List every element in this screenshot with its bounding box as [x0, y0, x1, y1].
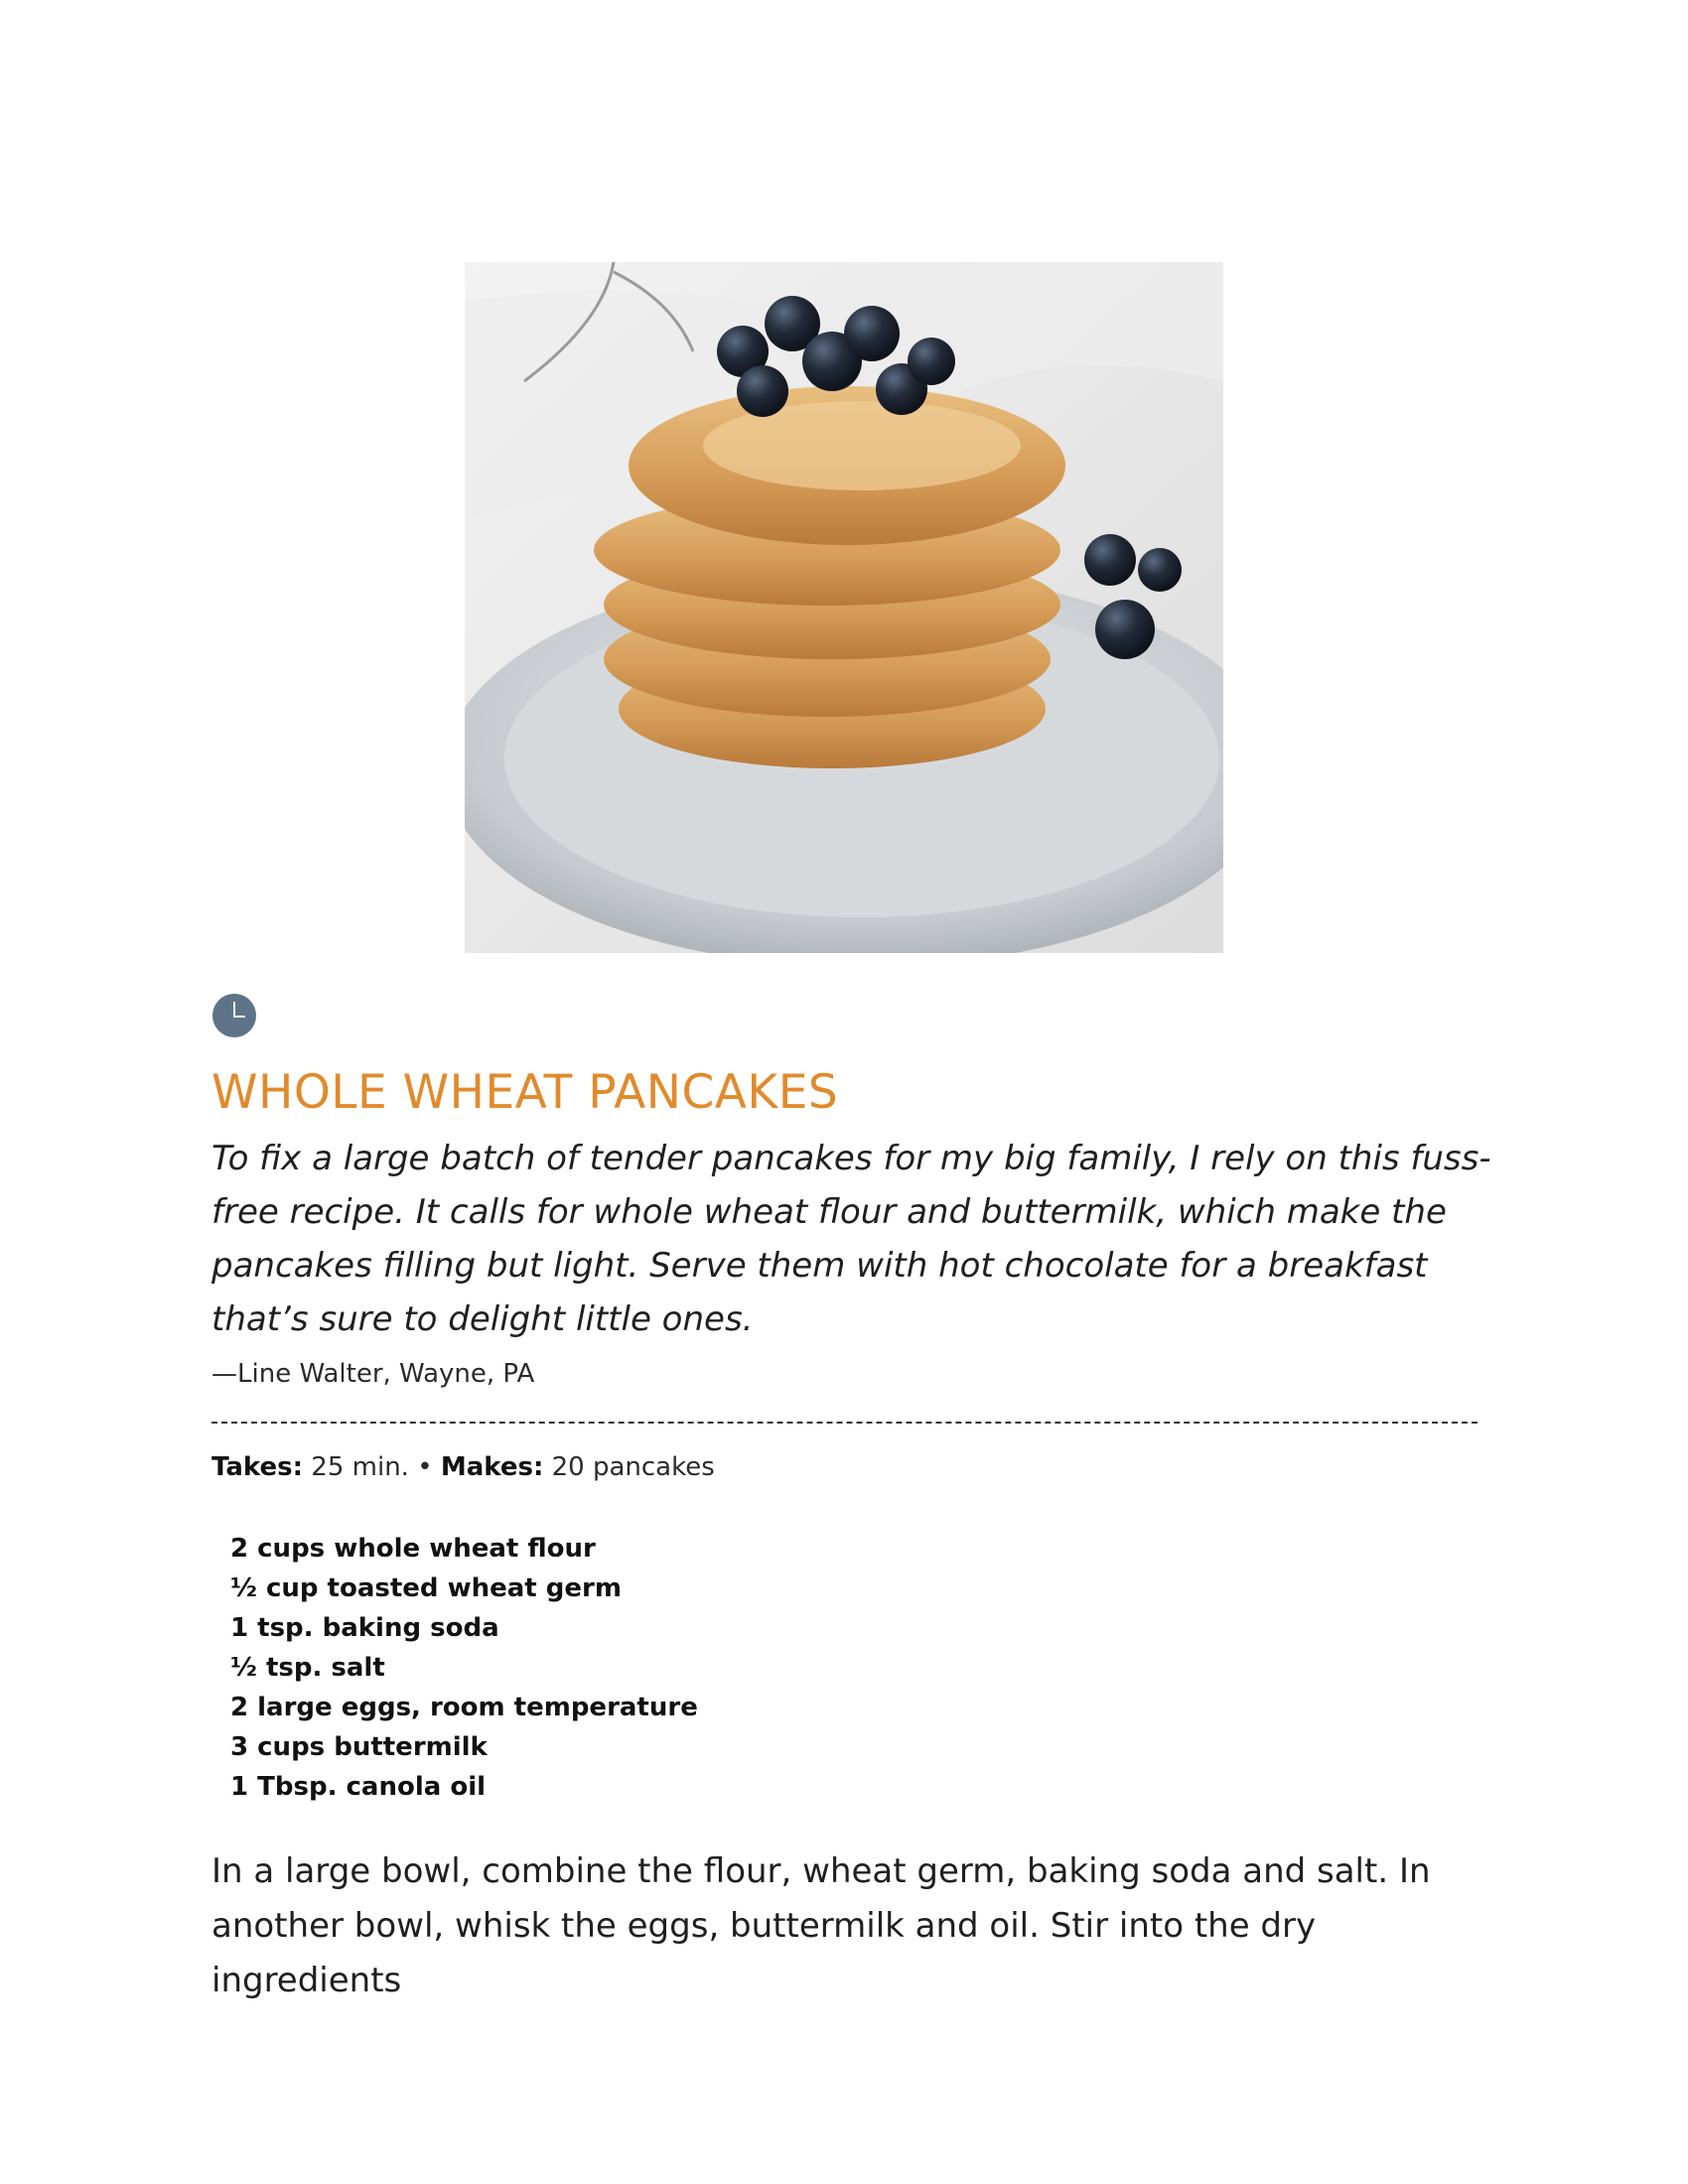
- makes-value: 20 pancakes: [543, 1452, 715, 1482]
- ingredient-item: 1 Tbsp. canola oil: [230, 1772, 487, 1802]
- ingredient-item: 3 cups buttermilk: [230, 1732, 488, 1762]
- recipe-intro: To fix a large batch of tender pancakes for my big family, I rely on this fuss-free recipe. It calls for whole wheat flour and buttermilk, which make the pancakes filling but light. Serve them with hot chocolate for a breakfast that’s sure to delight little ones.: [211, 1139, 1491, 1339]
- clock-icon: [211, 993, 257, 1038]
- ingredient-item: ½ tsp. salt: [230, 1653, 385, 1683]
- pancake-stack: [594, 386, 1065, 768]
- ingredient-item: ½ cup toasted wheat germ: [230, 1573, 622, 1603]
- ingredient-item: 1 tsp. baking soda: [230, 1613, 499, 1643]
- ingredient-item: 2 cups whole wheat flour: [230, 1534, 596, 1564]
- takes-label: Takes:: [211, 1452, 304, 1482]
- blueberry: [1138, 548, 1182, 592]
- makes-label: Makes:: [440, 1452, 544, 1482]
- takes-value: 25 min.: [303, 1452, 409, 1482]
- divider: [211, 1422, 1477, 1424]
- blueberry: [737, 365, 788, 417]
- recipe-meta: [211, 1449, 715, 1485]
- blueberry: [908, 338, 955, 385]
- recipe-author: —Line Walter, Wayne, PA: [211, 1359, 535, 1389]
- recipe-directions: In a large bowl, combine the flour, wheat germ, baking soda and salt. In another bowl, whisk the eggs, buttermilk and oil. Stir into the dry ingredients: [211, 1851, 1431, 2000]
- meta-bullet: •: [408, 1452, 441, 1482]
- pancake-top-highlight: [703, 401, 1021, 490]
- pancake-stack-photo: [465, 262, 1223, 953]
- recipe-title: WHOLE WHEAT PANCAKES: [211, 1065, 839, 1120]
- blueberry: [1095, 600, 1155, 659]
- blueberry: [1084, 534, 1136, 586]
- ingredient-list: [230, 1529, 698, 1807]
- ingredient-item: 2 large eggs, room temperature: [230, 1693, 698, 1722]
- blueberry: [844, 306, 900, 361]
